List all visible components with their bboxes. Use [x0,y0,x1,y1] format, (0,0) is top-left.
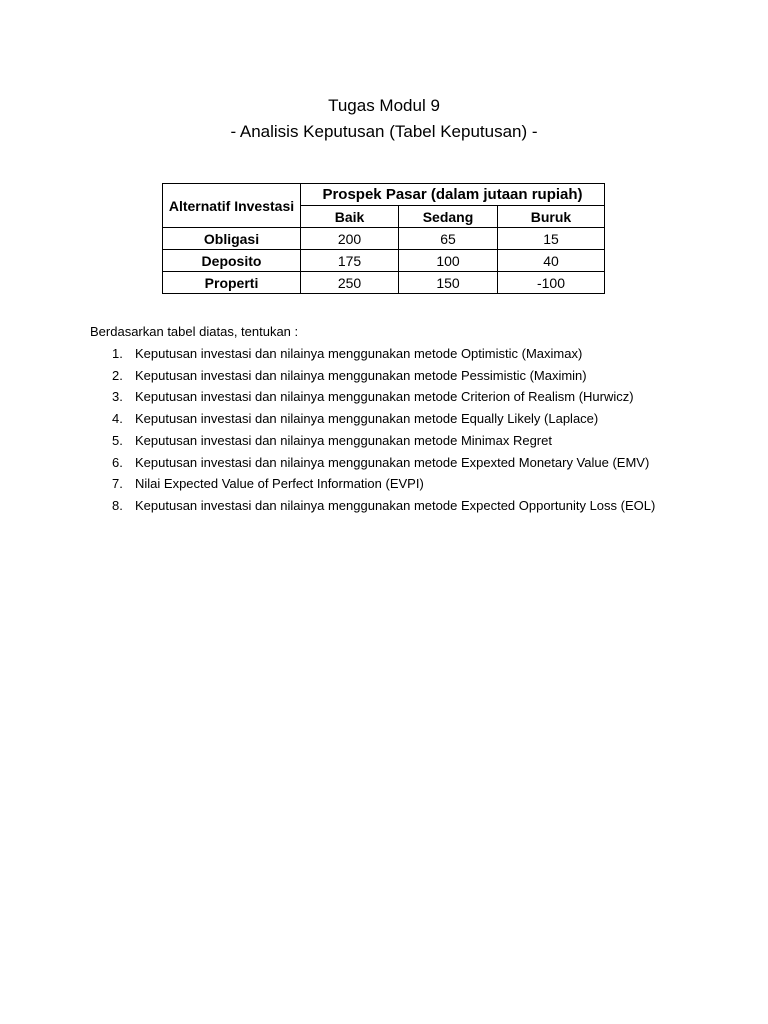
table-cell: 40 [498,250,605,272]
alternative-header: Alternatif Investasi [163,184,301,228]
list-item [90,365,655,387]
list-text: Nilai Expected Value of Perfect Information (EVPI) [135,476,424,492]
list-text: Keputusan investasi dan nilainya menggunakan metode Optimistic (Maximax) [135,346,583,361]
table-cell: 65 [399,228,498,250]
list-item [90,343,655,365]
table-cell: 175 [301,250,399,272]
column-header-sedang: Sedang [399,206,498,228]
list-item [90,473,655,495]
list-text: Keputusan investasi dan nilainya menggunakan metode Expexted Monetary Value (EMV) [135,454,650,470]
list-item [90,495,655,517]
list-text: Keputusan investasi dan nilainya menggunakan metode Criterion of Realism (Hurwicz) [135,389,634,405]
list-number: 4. [112,411,123,427]
table-cell: 250 [301,272,399,294]
list-number: 6. [112,454,123,470]
list-number: 2. [112,367,123,383]
table-cell: 100 [399,250,498,272]
column-header-buruk: Buruk [498,206,605,228]
list-number: 7. [112,476,123,492]
list-text: Keputusan investasi dan nilainya menggunakan metode Equally Likely (Laplace) [135,411,599,427]
row-label: Obligasi [163,228,301,250]
market-prospect-header: Prospek Pasar (dalam jutaan rupiah) [301,184,605,206]
list-number: 5. [112,432,123,448]
task-list [90,343,655,517]
column-header-baik: Baik [301,206,399,228]
table-cell: 150 [399,272,498,294]
row-label: Properti [163,272,301,294]
list-item [90,386,655,408]
title-line-2: - Analisis Keputusan (Tabel Keputusan) - [230,122,538,141]
table-row [163,272,605,294]
table-cell: 200 [301,228,399,250]
intro-text: Berdasarkan tabel diatas, tentukan : [90,324,299,339]
row-label: Deposito [163,250,301,272]
list-item [90,452,655,474]
list-text: Keputusan investasi dan nilainya menggunakan metode Expected Opportunity Loss (EOL) [135,497,656,513]
decision-table [162,183,605,294]
list-number: 3. [112,389,123,405]
list-text: Keputusan investasi dan nilainya menggunakan metode Pessimistic (Maximin) [135,367,587,383]
list-item [90,430,655,452]
document-title [0,93,768,145]
list-number: 1. [112,346,123,361]
table-row [163,250,605,272]
table-cell: -100 [498,272,605,294]
list-item [90,408,655,430]
list-number: 8. [112,497,123,513]
table-header-row [163,184,605,206]
table-cell: 15 [498,228,605,250]
title-line-1: Tugas Modul 9 [328,96,440,115]
table-row [163,228,605,250]
list-text: Keputusan investasi dan nilainya menggunakan metode Minimax Regret [135,432,552,448]
